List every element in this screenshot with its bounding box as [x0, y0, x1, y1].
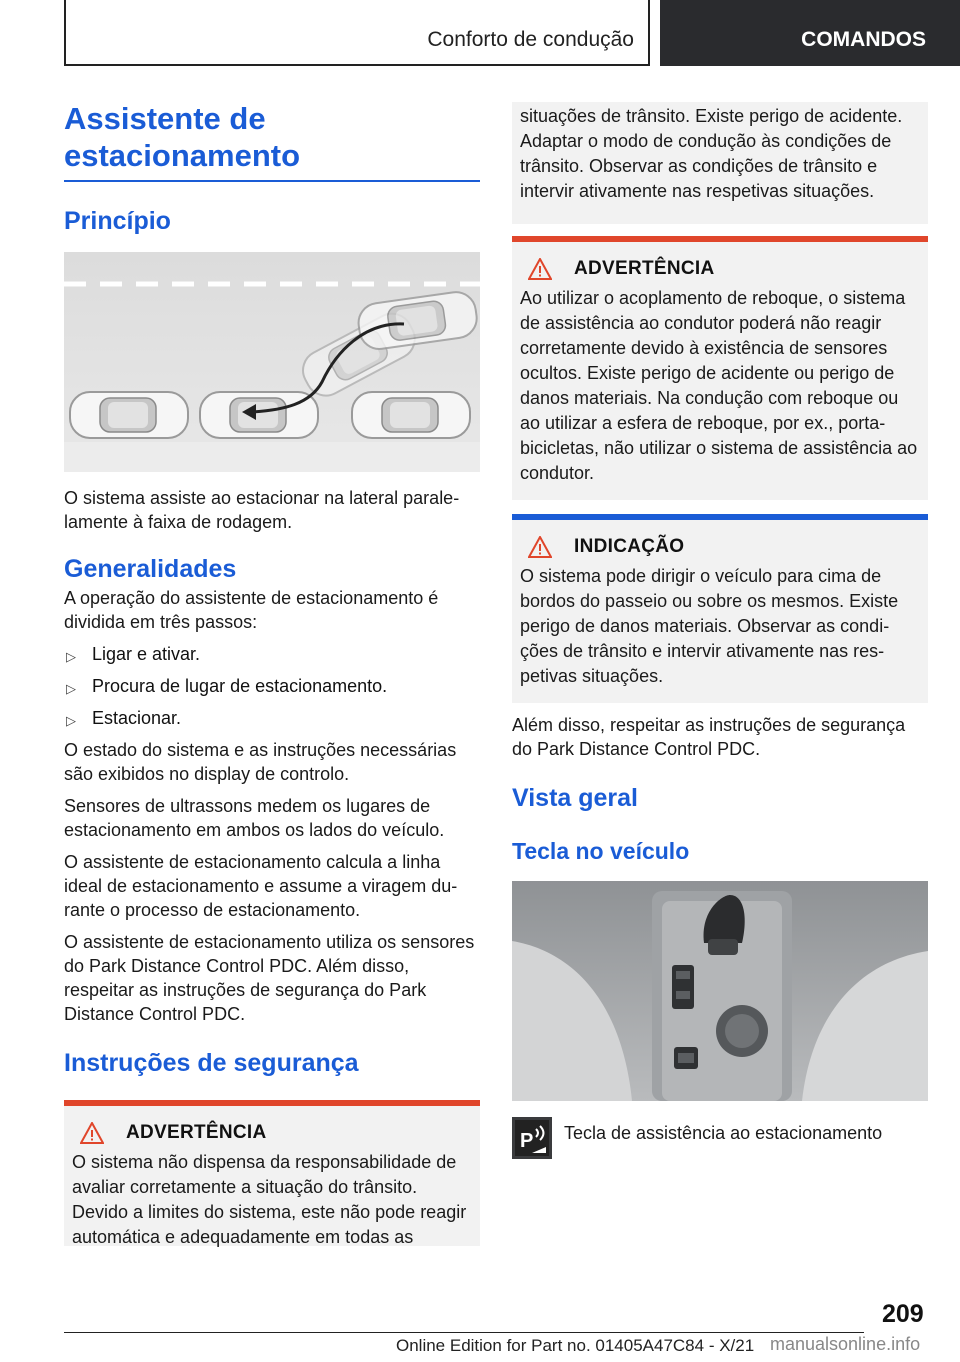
steps-list [64, 642, 480, 730]
bullet-triangle-icon: ▷ [66, 681, 76, 696]
warning-box-2 [512, 236, 928, 500]
list-item: ▷ Ligar e ativar. [64, 642, 480, 666]
paragraph-sensors: Sensores de ultrassons medem os lugares de estacionamento em ambos os lados do veículo. [64, 796, 445, 840]
page-number: 209 [882, 1300, 924, 1328]
general-intro: A operação do assistente de estacionamento é dividida em três passos: [64, 588, 439, 632]
warning-text-continued: situações de trânsito. Existe perigo de acidente. Adaptar o modo de condução às condições de trânsito. Observar as condições de trânsito e intervir ativamente nas respetivas situações. [520, 106, 903, 201]
note-box [512, 514, 928, 703]
console-photo [512, 881, 928, 1101]
paragraph-pdc-safety: Além disso, respeitar as instruções de segurança do Park Distance Control PDC. [512, 715, 906, 759]
warning-text: O sistema não dispensa da responsabilidade de avaliar corretamente a situação do trânsito. Devido a limites do sistema, este não pode reagir automática e adequadamente em todas as [72, 1152, 467, 1247]
title-rule [64, 180, 480, 182]
warning-box-1-continued [512, 102, 928, 224]
page-title: Assistente de estacionamento [64, 101, 301, 173]
button-heading: Tecla no veículo [512, 838, 690, 864]
header-section-title: Conforto de condução [427, 28, 634, 51]
safety-heading: Instruções de segurança [64, 1049, 359, 1077]
bullet-triangle-icon: ▷ [66, 649, 76, 664]
footer-rule [64, 1332, 864, 1333]
note-header [528, 536, 920, 558]
park-assist-button-icon [512, 1117, 552, 1159]
overview-heading: Vista geral [512, 784, 639, 812]
warning-title: ADVERTÊNCIA [574, 258, 715, 279]
svg-text:P: P [520, 1130, 534, 1152]
warning-text: Ao utilizar o acoplamento de reboque, o sistema de assistência ao condutor poderá não reagir corretamente devido à existência de sensores ocultos. Existe perigo de acidente ou perigo de danos materiais. Na condução com reboque ou ao utilizar a esfera de reboque, por ex., porta-bicicletas, não utilizar o sistema de assistência ao condutor. [520, 288, 918, 483]
bullet-triangle-icon: ▷ [66, 713, 76, 728]
parking-diagram [64, 252, 480, 472]
paragraph-status: O estado do sistema e as instruções necessárias são exibidos no display de controlo. [64, 740, 457, 784]
paragraph-calculation: O assistente de estacionamento calcula a linha ideal de estacionamento e assume a viragem durante o processo de estacionamento. [64, 852, 458, 920]
parking-illustration [64, 252, 480, 472]
footer-edition: Online Edition for Part no. 01405A47C84 - X/21 [396, 1336, 755, 1355]
warning-box-1 [64, 1100, 480, 1246]
header-chapter-tab [660, 0, 960, 66]
left-column [64, 100, 480, 1246]
button-legend [512, 1117, 928, 1159]
footer-watermark-logo: manualsonline.info [770, 1334, 921, 1354]
principle-text: O sistema assiste ao estacionar na lateral paralelamente à faixa de rodagem. [64, 488, 460, 532]
warning-triangle-icon [528, 258, 552, 280]
warning-triangle-icon [80, 1122, 104, 1144]
center-console-illustration [512, 881, 928, 1101]
general-heading: Generalidades [64, 555, 237, 583]
list-item: ▷ Procura de lugar de estacionamento. [64, 674, 480, 698]
button-caption: Tecla de assistência ao estacionamento [564, 1123, 883, 1143]
right-column [512, 102, 928, 1159]
warning-title: ADVERTÊNCIA [126, 1122, 267, 1143]
principle-heading: Princípio [64, 207, 171, 235]
note-text: O sistema pode dirigir o veículo para cima de bordos do passeio ou sobre os mesmos. Existe perigo de danos materiais. Observar as condições de trânsito e intervir ativamente nas respetivas situações. [520, 566, 899, 686]
warning-header [80, 1122, 472, 1144]
header-chapter-label: COMANDOS [801, 28, 926, 51]
list-item: ▷ Estacionar. [64, 706, 480, 730]
paragraph-pdc: O assistente de estacionamento utiliza os sensores do Park Distance Control PDC. Além disso, respeitar as instruções de segurança do Park Distance Control PDC. [64, 932, 475, 1024]
warning-header [528, 258, 920, 280]
note-triangle-icon [528, 536, 552, 558]
note-title: INDICAÇÃO [574, 536, 685, 557]
header-section-box [64, 0, 650, 66]
